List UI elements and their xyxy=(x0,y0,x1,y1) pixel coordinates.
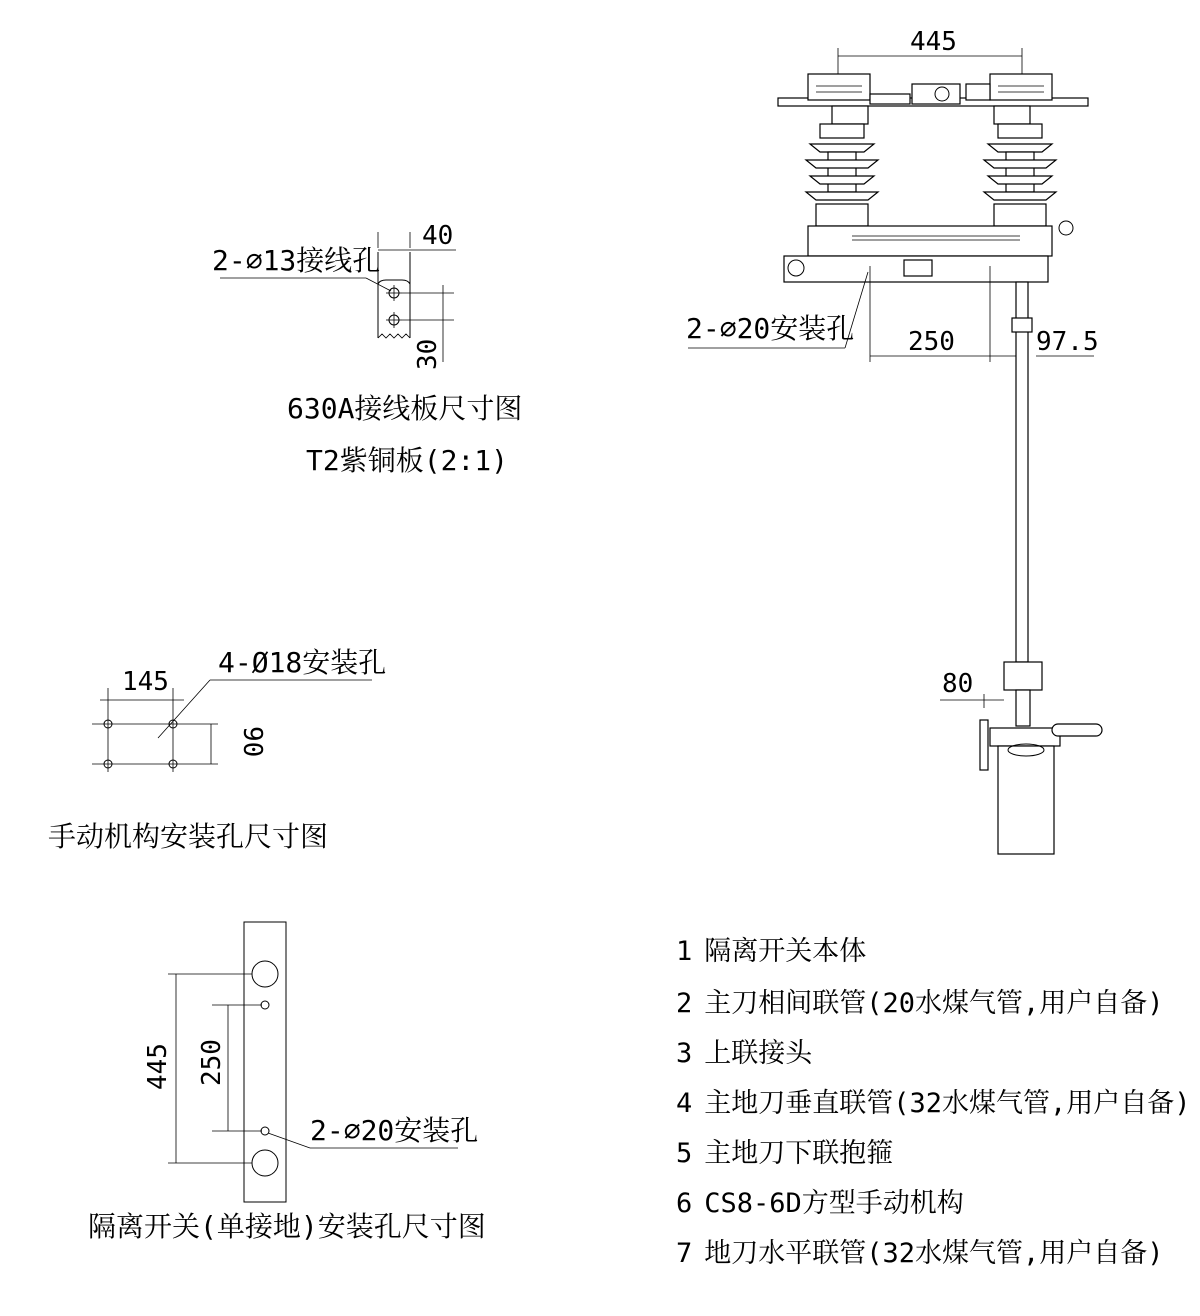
lower-clamp xyxy=(1004,662,1042,690)
legend-item-3: 3 上联接头 xyxy=(676,1038,813,1069)
base-hole-dim: 250 xyxy=(908,327,955,357)
right-insulator xyxy=(984,124,1073,235)
mechanism-height-dim: 90 xyxy=(237,726,267,758)
mechanism-offset-dim: 80 xyxy=(942,669,974,699)
mechanism-width-dim: 145 xyxy=(122,667,169,697)
top-span-dim: 445 xyxy=(910,27,957,57)
mount-hole-small-icon xyxy=(261,1001,269,1009)
mount-hole-small-icon xyxy=(261,1127,269,1135)
mount-hole-large-icon xyxy=(252,961,278,987)
terminal-pitch-dim: 30 xyxy=(413,338,443,370)
left-insulator xyxy=(806,124,878,226)
legend-item-1: 1 隔离开关本体 xyxy=(676,936,867,967)
manual-mechanism xyxy=(980,720,1102,854)
mount-outer-dim: 445 xyxy=(143,1043,173,1090)
legend-item-5: 5 主地刀下联抱箍 xyxy=(676,1138,894,1169)
right-contact xyxy=(990,74,1052,100)
terminal-title: 630A接线板尺寸图 xyxy=(287,392,523,425)
operating-handle-icon xyxy=(1052,724,1102,736)
offset-dim: 97.5 xyxy=(1036,327,1099,357)
legend-item-4: 4 主地刀垂直联管(32水煤气管,用户自备) xyxy=(676,1088,1191,1119)
mount-inner-dim: 250 xyxy=(197,1039,227,1086)
legend-item-6: 6 CS8-6D方型手动机构 xyxy=(676,1188,964,1219)
terminal-hole-callout: 2-∅13接线孔 xyxy=(212,244,381,277)
terminal-material: T2紫铜板(2:1) xyxy=(306,444,509,477)
mount-hole-large-icon xyxy=(252,1150,278,1176)
base-frame xyxy=(808,226,1052,256)
vertical-pipe xyxy=(1016,282,1028,662)
legend-item-2: 2 主刀相间联管(20水煤气管,用户自备) xyxy=(676,988,1164,1019)
legend-item-7: 7 地刀水平联管(32水煤气管,用户自备) xyxy=(676,1238,1164,1269)
mechanism-hole-callout: 4-Ø18安装孔 xyxy=(218,646,387,679)
left-contact xyxy=(808,74,870,100)
base-hole-callout: 2-∅20安装孔 xyxy=(686,312,855,345)
switch-elevation xyxy=(686,27,1102,854)
terminal-width-dim: 40 xyxy=(422,221,454,251)
switch-mounting-detail xyxy=(88,922,486,1243)
mount-hole-callout: 2-∅20安装孔 xyxy=(310,1114,479,1147)
earth-hook-icon xyxy=(1059,221,1073,235)
mechanism-holes-detail xyxy=(48,646,386,853)
mount-title: 隔离开关(单接地)安装孔尺寸图 xyxy=(88,1210,486,1243)
terminal-plate-detail xyxy=(212,221,522,477)
parts-legend xyxy=(676,936,1191,1269)
mechanism-title: 手动机构安装孔尺寸图 xyxy=(48,820,329,853)
